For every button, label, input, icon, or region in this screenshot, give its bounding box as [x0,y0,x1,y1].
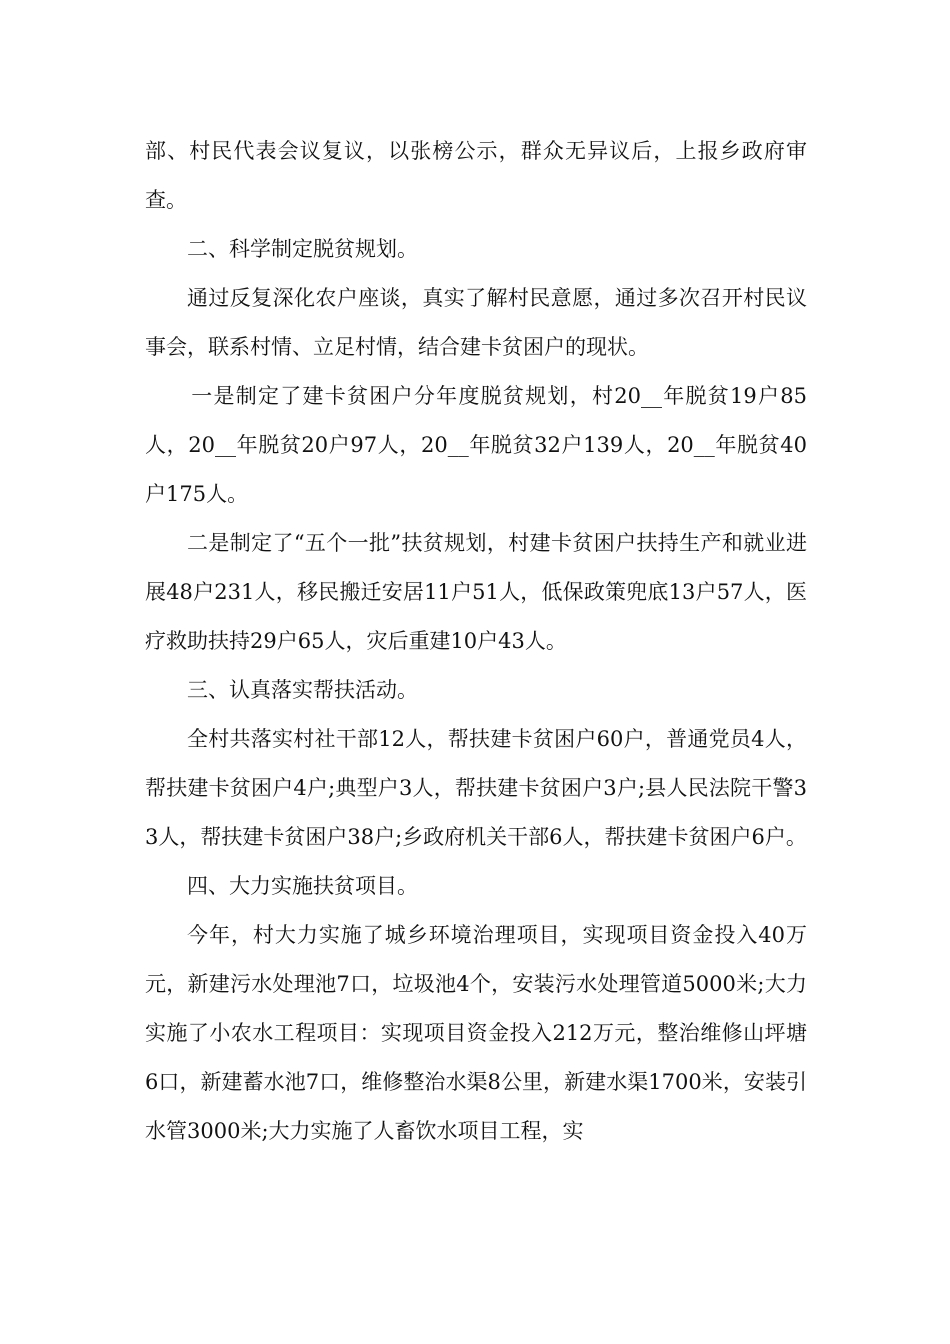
section-heading-4: 四、大力实施扶贫项目。 [187,874,418,898]
document-page [145,127,807,1156]
paragraph-five-batches: 二是制定了“五个一批”扶贫规划，村建卡贫困户扶持生产和就业进展48户231人，移民搬迁安居11户51人，低保政策兜底13户57人，医疗救助扶持29户65人，灾后重建10户43人。 [145,531,807,653]
paragraph-planning-intro: 通过反复深化农户座谈，真实了解村民意愿，通过多次召开村民议事会，联系村情、立足村情，结合建卡贫困户的现状。 [145,286,807,359]
section-heading-2: 二、科学制定脱贫规划。 [187,237,418,261]
paragraph-projects: 今年，村大力实施了城乡环境治理项目，实现项目资金投入40万元，新建污水处理池7口，垃圾池4个，安装污水处理管道5000米;大力实施了小农水工程项目：实现项目资金投入212万元，整治维修山坪塘6口，新建蓄水池7口，维修整治水渠8公里，新建水渠1700米，安装引水管3000米;大力实施了人畜饮水项目工程，实 [145,923,807,1143]
paragraph-continuation: 部、村民代表会议复议，以张榜公示，群众无异议后，上报乡政府审查。 [145,139,807,212]
section-heading-3: 三、认真落实帮扶活动。 [187,678,418,702]
paragraph-assistance: 全村共落实村社干部12人，帮扶建卡贫困户60户，普通党员4人，帮扶建卡贫困户4户;典型户3人，帮扶建卡贫困户3户;县人民法院干警33人，帮扶建卡贫困户38户;乡政府机关干部6人，帮扶建卡贫困户6户。 [145,727,807,849]
paragraph-annual-plan: 一是制定了建卡贫困户分年度脱贫规划，村20__年脱贫19户85人，20__年脱贫20户97人，20__年脱贫32户139人，20__年脱贫40户175人。 [145,384,807,506]
